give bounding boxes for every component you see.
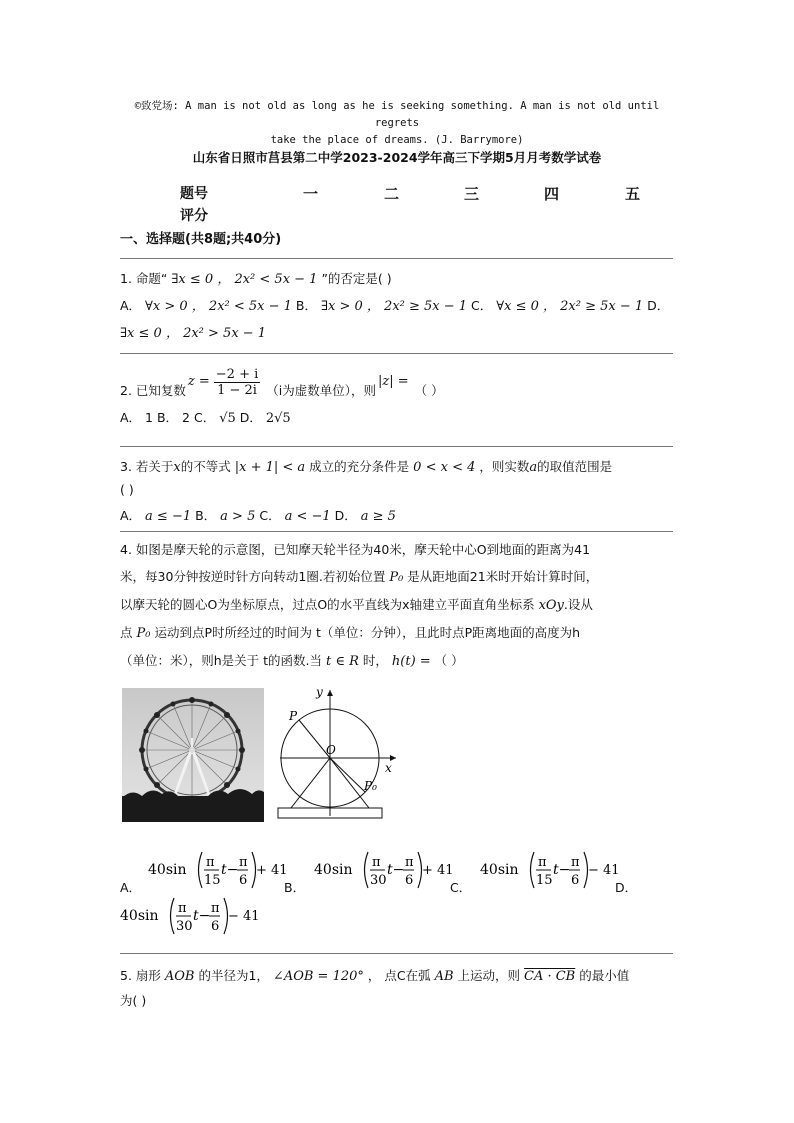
q5-stem-e: 的最小值 [579,968,630,983]
q4-b-pre: 40sin [314,862,353,878]
q4-d-c1n: π [178,901,187,916]
q4-c-c2d: 6 [571,873,580,888]
q4-option-d-formula [120,896,260,936]
q4-line-4a: 点 [120,625,133,640]
q4-option-c [480,850,620,893]
q1-option-a: ∀x > 0 ， 2x² < 5x − 1 [145,299,292,314]
score-row2-label: 评分 [180,208,208,224]
q4-line-5a: （单位：米），则h是关于 t的函数.当 [120,653,323,668]
divider [120,353,673,354]
q2-option-d: 2√5 [265,411,291,426]
y-axis-arrow [327,690,333,696]
q4-a-c2n: π [239,855,248,870]
question-1 [120,266,675,347]
q4-option-d [120,896,260,940]
q4-option-c-formula [480,850,620,890]
q2-option-c: √5 [219,411,236,426]
q4-c-c2n: π [571,855,580,870]
q1-option-d: ∃x ≤ 0 ， 2x² > 5x − 1 [120,326,267,341]
q5-aob: AOB [164,969,195,984]
q4-option-d-label: D． [615,880,638,895]
q4-c-c1n: π [538,855,547,870]
q3-option-a: a ≤ −1 [145,509,192,524]
q4-b-post: + 41 [422,863,454,878]
svg-text:t−: t− [553,862,571,878]
q4-line-2b: 是从距地面21米时开始计算时间， [407,569,599,584]
header-quote [110,98,684,149]
q2-z-eq: z = [187,374,210,389]
q4-a-c1d: 15 [204,873,221,888]
label-p: P [289,709,298,723]
ferris-wheel-photo [122,688,264,822]
q4-d-post: − 41 [228,909,260,924]
q4-line-3a: 以摩天轮的圆心O为坐标原点，过点O的水平直线为x轴建立平面直角坐标系 [120,597,535,612]
q4-option-a [148,850,288,893]
q2-option-a: 1 [145,410,153,425]
q3-stem: 3. 若关于 [120,459,174,474]
q4-option-c-label: C． [450,880,472,895]
q1-option-c: ∀x ≤ 0 ， 2x² ≥ 5x − 1 [496,299,644,314]
exam-title: 山东省日照市莒县第二中学2023-2024学年高三下学期5月月考数学试卷 [192,150,602,165]
q4-a-c1n: π [206,855,215,870]
score-row-label: 题号 [180,186,208,202]
score-col-5: 五 [625,185,641,203]
q5-dot-product: CA · CB [524,969,576,984]
svg-text:t−: t− [221,862,239,878]
q3-option-b-label: B． [195,508,217,523]
q2-stem-mid: （i为虚数单位），则 [266,383,376,398]
q1-option-b: ∃x > 0 ， 2x² ≥ 5x − 1 [320,299,468,314]
q1-option-b-label: B． [295,298,317,313]
q5-stem-b: 的半径为1， [198,968,269,983]
q5-stem-f: 为( ) [120,993,147,1008]
q1-option-d-label: D． [647,298,670,313]
label-y: y [316,685,323,699]
q4-b-c2d: 6 [405,873,414,888]
question-5 [120,964,675,1013]
label-p0: P₀ [364,779,377,793]
svg-text:t−: t− [193,908,211,924]
q4-d-c2d: 6 [211,919,220,934]
q5-stem-d: 上运动，则 [457,968,521,983]
q4-option-b-label: B． [284,880,306,895]
q4-d-pre: 40sin [120,908,159,924]
q4-line-2a: 米，每30分钟按逆时针方向转动1圈.若初始位置 [120,569,386,584]
q3-option-a-label: A． [120,508,142,523]
q2-option-b: 2 [182,410,190,425]
divider [120,531,673,532]
q2-denominator: 1 − 2i [217,382,257,398]
quote-line-2: take the place of dreams. (J. Barrymore) [270,134,524,146]
q2-option-b-label: B． [156,410,179,425]
q3-condition: 0 < x < 4 [413,460,476,475]
question-4 [120,536,675,675]
q4-line-1: 4. 如图是摩天轮的示意图，已知摩天轮半径为40米，摩天轮中心O到地面的距离为41 [120,542,591,557]
question-2 [120,361,675,432]
q4-a-pre: 40sin [148,862,187,878]
q4-option-a-label: A． [120,880,142,895]
q3-inequality: |x + 1| < a [234,460,306,475]
q3-stem-b: 的不等式 [180,459,231,474]
q4-b-c2n: π [405,855,414,870]
q1-stem: 1. 命题“ [120,271,168,286]
q4-c-post: − 41 [588,863,620,878]
q1-option-a-label: A． [120,298,142,313]
q3-option-d: a ≥ 5 [360,509,396,524]
q4-a-post: + 41 [256,863,288,878]
score-col-4: 四 [544,185,560,203]
q4-option-a-formula [148,850,288,890]
divider [120,258,673,259]
q3-var-a: a [529,460,538,475]
q4-options-row [120,848,680,895]
q3-option-d-label: D． [334,508,357,523]
q4-option-b [314,850,454,893]
q4-p0-2: P₀ [136,626,151,641]
q2-numerator: −2 + i [215,366,259,382]
q4-b-c1d: 30 [370,873,387,888]
score-col-3: 三 [464,185,480,203]
q4-t-in-r: t ∈ R [326,654,359,669]
q2-option-d-label: D． [239,410,262,425]
q4-d-c2n: π [211,901,220,916]
q4-b-c1n: π [372,855,381,870]
q5-arc: AB [434,969,454,984]
q3-option-c-label: C． [259,508,281,523]
q4-a-c2d: 6 [239,873,248,888]
score-col-2: 二 [384,185,400,203]
q2-stem: 2. 已知复数 [120,383,186,398]
label-x: x [385,761,392,775]
q5-angle: ∠AOB = 120° [272,969,364,984]
label-origin: O [326,743,336,757]
radius-op0 [330,758,365,792]
q5-stem: 5. 扇形 [120,968,161,983]
divider [120,446,673,447]
divider [120,953,673,954]
q4-c-pre: 40sin [480,862,519,878]
q3-stem-c: 成立的充分条件是 [309,459,410,474]
score-col-1: 一 [303,185,319,203]
q3-stem-f: ( ) [120,482,134,497]
q4-line-5b: 时， [362,653,388,668]
q4-d-c1d: 30 [176,919,193,934]
q1-option-c-label: C． [471,298,493,313]
q4-h-t: h(t) = [391,654,431,669]
question-3 [120,454,675,530]
q3-option-c: a < −1 [284,509,331,524]
section-heading: 一、选择题(共8题;共40分) [120,232,282,247]
q3-stem-e: 的取值范围是 [537,459,613,474]
q2-abs-z: |z| = [378,374,409,389]
q1-stem-end: ”的否定是( ) [321,271,392,286]
q4-line-4b: 运动到点P时所经过的时间为 t（单位：分钟），且此时点P距离地面的高度为h [154,625,581,640]
q4-option-b-formula [314,850,454,890]
quote-line-1: ©致党场: A man is not old as long as he is seeking something. A man is not old until regrets [134,100,660,129]
q4-p0: P₀ [389,570,404,585]
q2-fraction [214,367,260,398]
q5-stem-c: ， 点C在弧 [367,968,431,983]
q3-var-x: x [173,460,181,475]
q4-line-5c: （ ） [434,653,464,668]
q4-line-3b: .设从 [563,597,593,612]
q2-option-a-label: A． [120,410,142,425]
svg-text:t−: t− [387,862,405,878]
q4-xoy: xOy [538,598,564,613]
q3-stem-d: ，则实数 [479,459,530,474]
q2-stem-end: （ ） [414,383,444,398]
q1-proposition: ∃x ≤ 0 ， 2x² < 5x − 1 [171,272,318,287]
q3-option-b: a > 5 [220,509,256,524]
wheel-coordinate-diagram [270,682,400,822]
q2-option-c-label: C． [193,410,216,425]
q4-c-c1d: 15 [536,873,553,888]
